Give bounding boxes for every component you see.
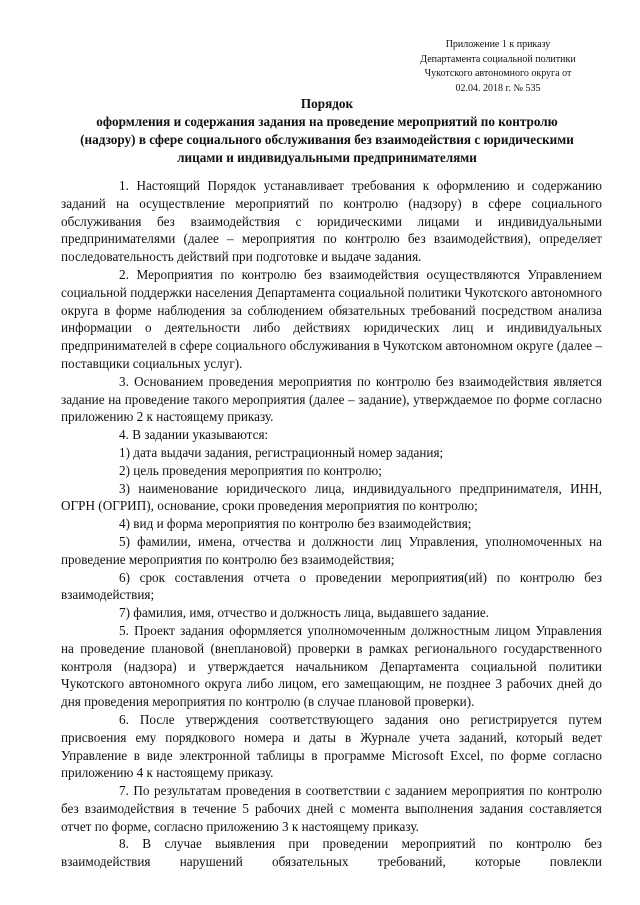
list-item-6: 6) срок составления отчета о проведении мероприятия(ий) по контролю без взаимодействия; <box>61 569 602 603</box>
title-line: Порядок <box>300 96 354 111</box>
list-item-7: 7) фамилия, имя, отчество и должность лица, выдавшего задание. <box>119 605 490 621</box>
paragraph-8: 8. В случае выявления при проведении мероприятий по контролю без взаимодействия нарушений обязательных требований, которые повлекли <box>61 836 602 870</box>
title-line: оформления и содержания задания на проведение мероприятий по контролю <box>96 114 558 129</box>
list-item-1: 1) дата выдачи задания, регистрационный номер задания; <box>119 444 444 460</box>
list-item-3: 3) наименование юридического лица, индивидуального предпринимателя, ИНН, ОГРН (ОГРИП), основание, сроки проведения мероприятия по контролю; <box>61 480 602 514</box>
paragraph-2: 2. Мероприятия по контролю без взаимодействия осуществляются Управлением социальной поддержки населения Департамента социальной политики Чукотского автономного округа в форме наблюдения за соблюдением обязательных требований посредством анализа информации о деятельности либо действиях юридических лиц и индивидуальных предпринимателей в сфере социального обслуживания в Чукотском автономном округе (далее – поставщики социальных услуг). <box>61 266 602 371</box>
list-item-4: 4) вид и форма мероприятия по контролю без взаимодействия; <box>119 516 472 532</box>
appendix-line: Департамента социальной политики <box>420 53 576 65</box>
paragraph-1: 1. Настоящий Порядок устанавливает требования к оформлению и содержанию заданий на осуществление мероприятий по контролю (надзору) в сфере социального обслуживания без взаимодействия с юридическими лицами и индивидуальными предпринимателями (далее – мероприятия по контролю без взаимодействия), определяет последовательность действий при подготовке и выдаче задания. <box>61 178 602 265</box>
document-body <box>61 177 602 871</box>
title-line: (надзору) в сфере социального обслуживания без взаимодействия с юридическими <box>80 132 574 147</box>
list-item-5: 5) фамилии, имена, отчества и должности лиц Управления, уполномоченных на проведение мероприятия по контролю без взаимодействия; <box>61 533 602 567</box>
paragraph-3: 3. Основанием проведения мероприятия по контролю без взаимодействия является задание на проведение такого мероприятия (далее – задание), утверждаемое по форме согласно приложению 2 к настоящему приказу. <box>61 373 602 425</box>
list-item-2: 2) цель проведения мероприятия по контролю; <box>119 462 382 478</box>
paragraph-7: 7. По результатам проведения в соответствии с заданием мероприятия по контролю без взаимодействия в течение 5 рабочих дней с момента выполнения задания составляется отчет по форме, согласно приложению 3 к настоящему приказу. <box>61 783 602 834</box>
document-title <box>62 95 592 167</box>
appendix-line: 02.04. 2018 г. № 535 <box>455 82 541 94</box>
appendix-note <box>403 38 593 96</box>
appendix-line: Чукотского автономного округа от <box>424 68 572 80</box>
paragraph-5: 5. Проект задания оформляется уполномоченным должностным лицом Управления на проведение плановой (внеплановой) проверки в рамках регионального государственного контроля (надзора) и утверждается начальником Департамента социальной политики Чукотского автономного округа либо лицом, его замещающим, не позднее 3 рабочих дней до дня проведения мероприятия по контролю (в случае плановой проверки). <box>61 622 602 710</box>
paragraph-4: 4. В задании указываются: <box>119 427 269 443</box>
appendix-line: Приложение 1 к приказу <box>445 39 551 50</box>
paragraph-6: 6. После утверждения соответствующего задания оно регистрируется путем присвоения ему порядкового номера и даты в Журнале учета заданий, который ведет Управление в виде электронной таблицы в программе Microsoft Excel, по форме согласно приложению 4 к настоящему приказу. <box>61 711 602 781</box>
title-line: лицами и индивидуальными предпринимателями <box>177 150 477 165</box>
